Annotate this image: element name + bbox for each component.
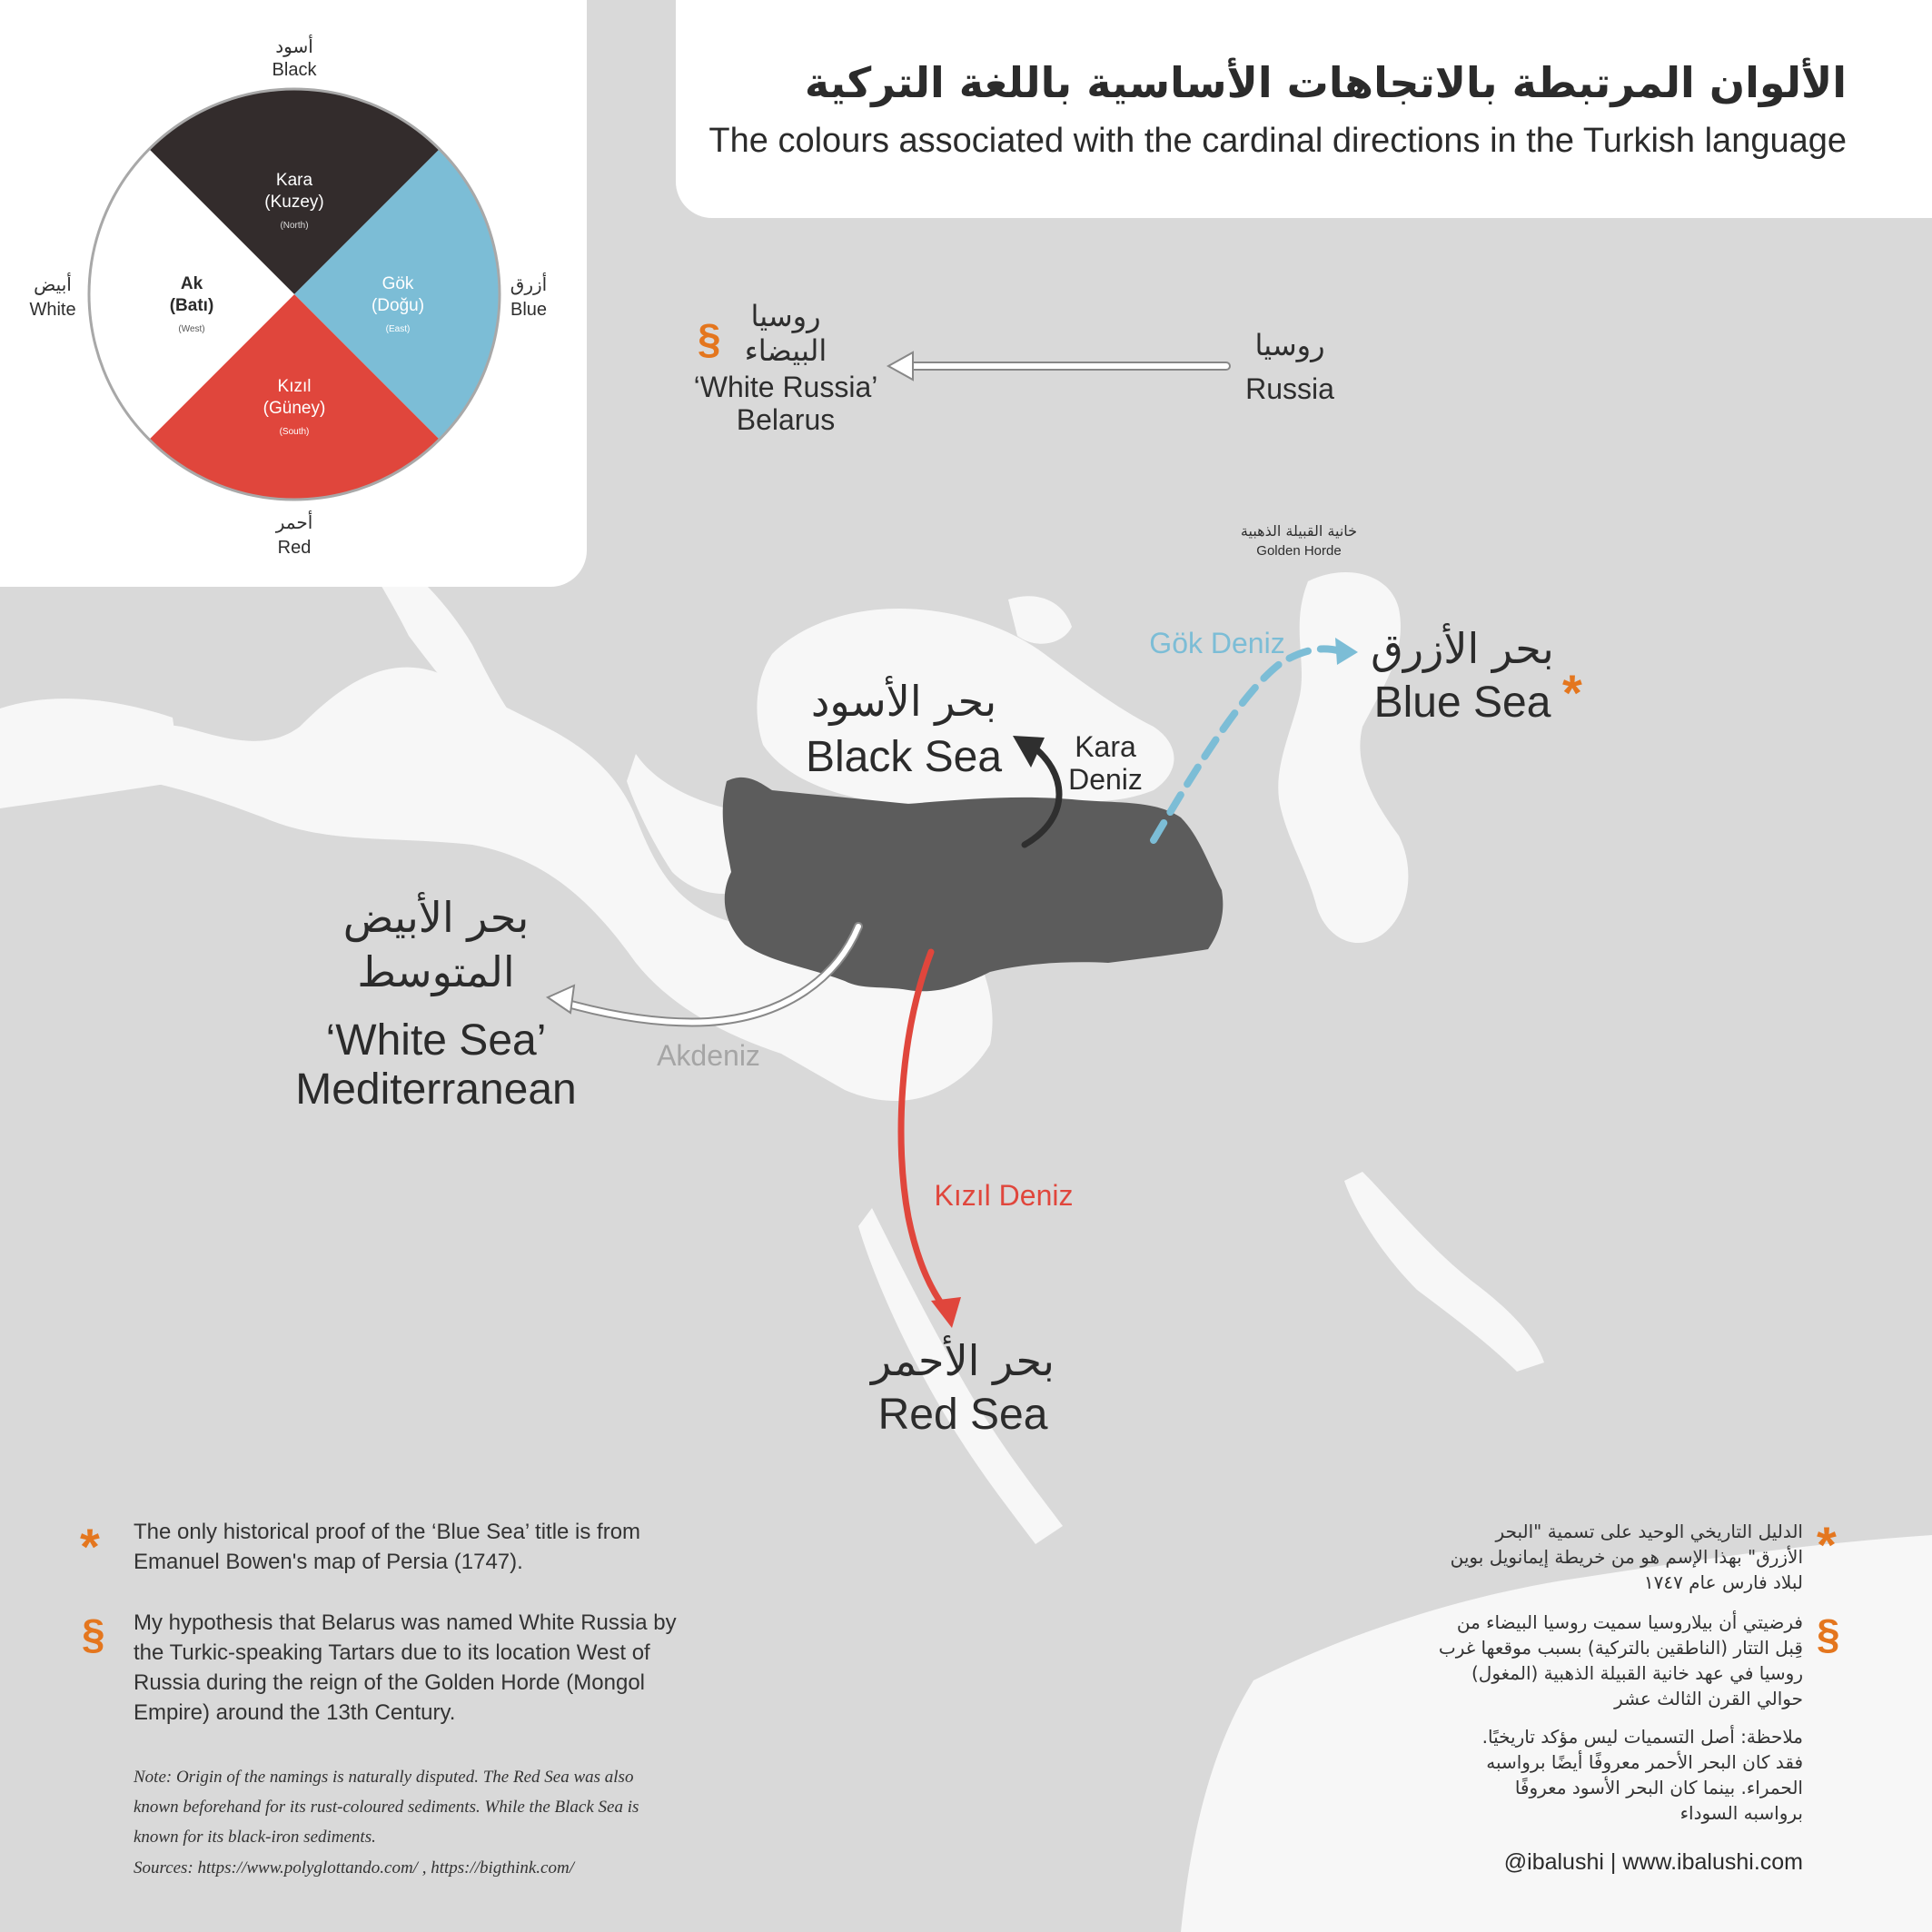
compass-east-english: Blue xyxy=(510,300,548,320)
compass-south-arabic: أحمر xyxy=(275,511,313,533)
footnote-asterisk-mark-en: * xyxy=(80,1518,100,1575)
compass-north-turkish: Kara xyxy=(275,171,313,190)
title-arabic: الألوان المرتبطة بالاتجاهات الأساسية باللغة التركية xyxy=(804,58,1847,107)
compass-north-english-dir: (North) xyxy=(280,221,309,231)
compass-west-turkish-dir: (Batı) xyxy=(169,296,214,315)
compass-south-turkish: Kızıl xyxy=(277,377,312,396)
footnote-note-en: Note: Origin of the namings is naturally disputed. The Red Sea was also known beforehand for its rust-coloured sediments. While the Black Sea is known for its black-iron sediments. xyxy=(134,1768,639,1847)
golden-horde-arabic: خانية القبيلة الذهبية xyxy=(1240,522,1358,540)
compass-north-english: Black xyxy=(272,60,317,80)
compass-west-english-dir: (West) xyxy=(178,324,205,334)
title-english: The colours associated with the cardinal directions in the Turkish language xyxy=(708,122,1847,160)
footnote-section-en: My hypothesis that Belarus was named White Russia by the Turkic-speaking Tartars due to its location West of Russia during the reign of the Golden Horde (Mongol Empire) around the 13th Century. xyxy=(134,1610,677,1725)
compass-south-turkish-dir: (Güney) xyxy=(263,399,326,418)
red-sea-english: Red Sea xyxy=(877,1391,1048,1439)
compass-north-arabic: أسود xyxy=(275,35,313,57)
title-card xyxy=(676,0,1932,218)
black-sea-english: Black Sea xyxy=(805,733,1003,781)
gok-deniz-label: Gök Deniz xyxy=(1149,627,1285,659)
compass-west-english: White xyxy=(29,300,76,320)
compass-west-arabic: أبيض xyxy=(34,273,72,295)
footnote-asterisk-mark-ar: * xyxy=(1817,1516,1837,1573)
blue-sea-english: Blue Sea xyxy=(1373,679,1551,727)
kizil-deniz-label: Kızıl Deniz xyxy=(934,1179,1074,1212)
white-russia-arabic-2: البيضاء xyxy=(744,333,827,368)
compass-east-english-dir: (East) xyxy=(385,324,411,334)
footnote-section-ar: فرضيتي أن بيلاروسيا سميت روسيا البيضاء من قِبل التتار (الناطقين بالتركية) بسبب موقعها غرب روسيا في عهد خانية القبيلة الذهبية (المغول) حوالي القرن الثالث عشر xyxy=(1438,1611,1803,1709)
mediterranean-label: Mediterranean xyxy=(295,1065,577,1114)
compass-east-arabic: أزرق xyxy=(510,273,548,295)
footnote-asterisk-en: The only historical proof of the ‘Blue Sea’ title is from Emanuel Bowen's map of Persia (1747). xyxy=(134,1520,641,1574)
red-sea-arabic: بحر الأحمر xyxy=(871,1336,1055,1385)
compass-south-english-dir: (South) xyxy=(279,427,310,437)
white-russia-english: ‘White Russia’ xyxy=(693,371,878,403)
footnote-section-mark-en: § xyxy=(82,1610,105,1658)
compass-south-english: Red xyxy=(277,538,312,558)
credit-line: @ibalushi | www.ibalushi.com xyxy=(1503,1849,1803,1875)
asterisk-mark-blue-sea: * xyxy=(1562,664,1582,721)
white-sea-arabic-1: بحر الأبيض xyxy=(342,893,530,942)
russia-english: Russia xyxy=(1245,372,1334,405)
compass-card xyxy=(0,0,587,587)
compass-east-turkish: Gök xyxy=(381,274,414,293)
akdeniz-label: Akdeniz xyxy=(657,1039,760,1072)
kara-deniz-label: Kara Deniz xyxy=(1068,730,1143,796)
black-sea-arabic: بحر الأسود xyxy=(810,677,997,726)
russia-arabic: روسيا xyxy=(1254,328,1325,362)
section-mark-belarus: § xyxy=(698,315,721,362)
compass-east-turkish-dir: (Doğu) xyxy=(371,296,425,315)
footnote-sources: Sources: https://www.polyglottando.com/ , https://bigthink.com/ xyxy=(134,1858,574,1878)
white-sea-arabic-2: المتوسط xyxy=(357,947,515,996)
white-sea-english: ‘White Sea’ xyxy=(325,1016,547,1065)
compass-north-turkish-dir: (Kuzey) xyxy=(264,193,324,212)
belarus-label: Belarus xyxy=(736,403,836,436)
footnote-section-mark-ar: § xyxy=(1817,1610,1840,1658)
white-russia-arabic-1: روسيا xyxy=(750,299,821,333)
blue-sea-arabic: بحر الأزرق xyxy=(1371,624,1554,673)
footnote-note-ar: ملاحظة: أصل التسميات ليس مؤكد تاريخيًا. فقد كان البحر الأحمر معروفًا أيضًا برواسبه الحمراء. بينما كان البحر الأسود معروفًا برواسبه السوداء xyxy=(1481,1726,1803,1824)
compass-west-turkish: Ak xyxy=(180,274,203,293)
golden-horde-english: Golden Horde xyxy=(1256,543,1342,559)
footnote-asterisk-ar: الدليل التاريخي الوحيد على تسمية "البحر الأزرق" بهذا الإسم هو من خريطة إيمانويل بوين لبلاد فارس عام ١٧٤٧ xyxy=(1450,1521,1803,1593)
